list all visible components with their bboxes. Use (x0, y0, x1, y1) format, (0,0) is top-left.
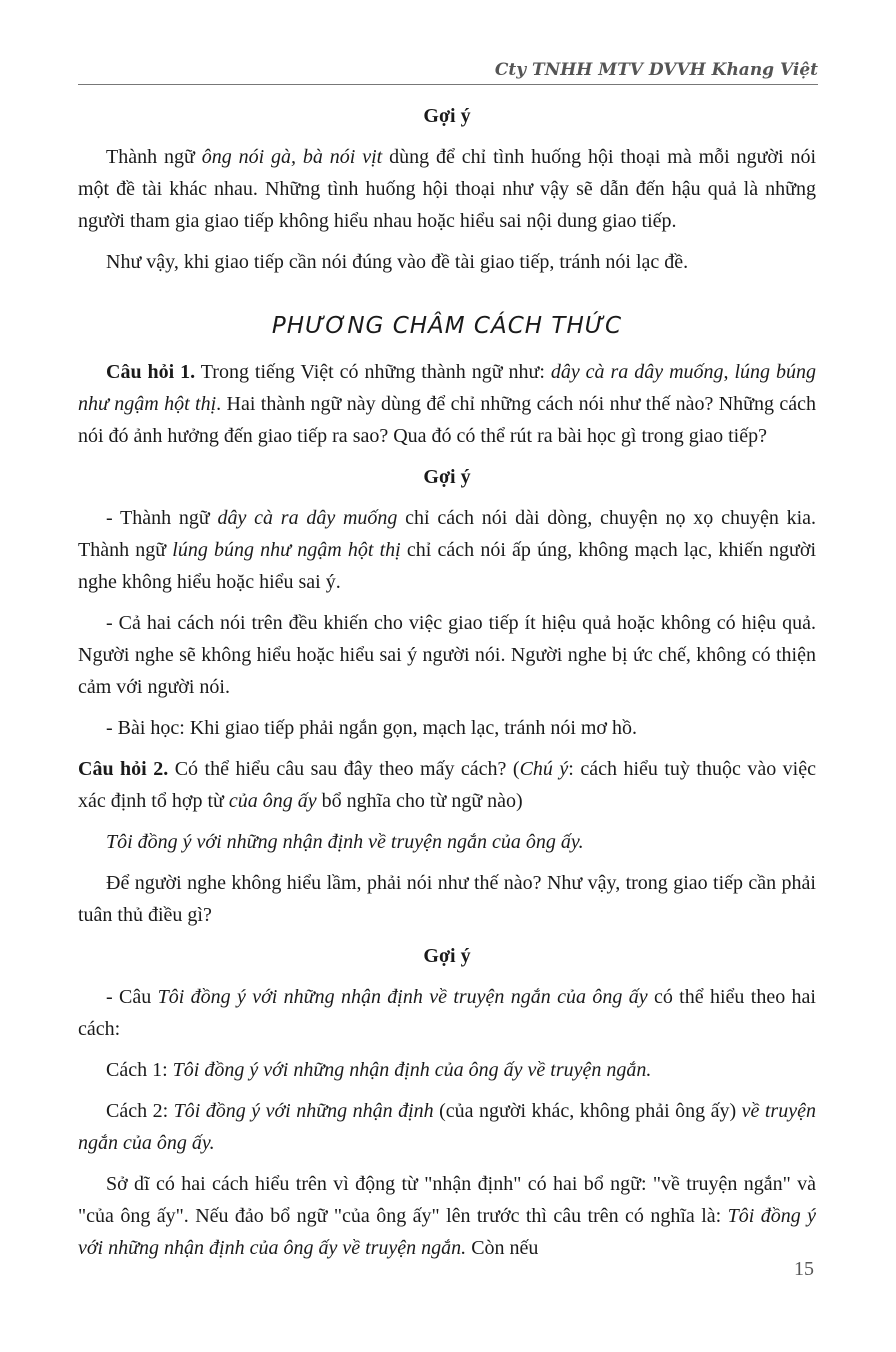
paragraph: Thành ngữ ông nói gà, bà nói vịt dùng để chỉ tình huống hội thoại mà mỗi người nói một đề tài khác nhau. Những tình huống hội thoại như vậy sẽ dẫn đến hậu quả là những người tham gia giao tiếp không hiểu nhau hoặc hiểu sai nội dung giao tiếp. (78, 146, 817, 232)
hint-heading: Gợi ý (423, 945, 471, 967)
paragraph: Cách 1: Tôi đồng ý với những nhận định của ông ấy về truyện ngắn. (106, 1059, 652, 1081)
publisher-name: Cty TNHH MTV DVVH Khang Việt (494, 60, 818, 80)
question-label: Câu hỏi 1. (106, 361, 196, 383)
paragraph: - Bài học: Khi giao tiếp phải ngắn gọn, mạch lạc, tránh nói mơ hồ. (106, 717, 638, 739)
question-1: Câu hỏi 1. Trong tiếng Việt có những thành ngữ như: dây cà ra dây muống, lúng búng như ngậm hột thị. Hai thành ngữ này dùng để chỉ những cách nói như thế nào? Những cách nói đó ảnh hưởng đến giao tiếp ra sao? Qua đó có thể rút ra bài học gì trong giao tiếp? (78, 361, 817, 447)
question-2: Câu hỏi 2. Có thể hiểu câu sau đây theo mấy cách? (Chú ý: cách hiểu tuỳ thuộc vào việc xác định tổ hợp từ của ông ấy bổ nghĩa cho từ ngữ nào) (78, 758, 816, 812)
running-header (78, 60, 818, 85)
hint-heading: Gợi ý (423, 105, 471, 127)
paragraph: Sở dĩ có hai cách hiểu trên vì động từ "nhận định" có hai bổ ngữ: "về truyện ngắn" và "của ông ấy". Nếu đảo bổ ngữ "của ông ấy" lên trước thì câu trên có nghĩa là: Tôi đồng ý với những nhận định của ông ấy về truyện ngắn. Còn nếu (78, 1173, 816, 1259)
example-sentence: Tôi đồng ý với những nhận định về truyện ngắn của ông ấy. (106, 831, 584, 853)
section-title: PHƯƠNG CHÂM CÁCH THỨC (271, 313, 623, 339)
paragraph: - Thành ngữ dây cà ra dây muống chỉ cách nói dài dòng, chuyện nọ xọ chuyện kia. Thành ngữ lúng búng như ngậm hột thị chỉ cách nói ấp úng, không mạch lạc, khiến người nghe không hiểu hoặc hiểu sai ý. (78, 507, 817, 593)
paragraph: Cách 2: Tôi đồng ý với những nhận định (của người khác, không phải ông ấy) về truyện ngắn của ông ấy. (78, 1100, 816, 1154)
question-label: Câu hỏi 2. (78, 758, 169, 780)
page-number: 15 (794, 1258, 814, 1280)
paragraph: - Câu Tôi đồng ý với những nhận định về truyện ngắn của ông ấy có thể hiểu theo hai cách: (78, 986, 816, 1040)
hint-heading: Gợi ý (423, 466, 471, 488)
paragraph: Như vậy, khi giao tiếp cần nói đúng vào đề tài giao tiếp, tránh nói lạc đề. (106, 251, 689, 273)
paragraph: - Cả hai cách nói trên đều khiến cho việc giao tiếp ít hiệu quả hoặc không có hiệu quả. Người nghe sẽ không hiểu hoặc hiểu sai ý người nói. Người nghe bị ức chế, không có thiện cảm với người nói. (78, 612, 816, 698)
paragraph: Để người nghe không hiểu lầm, phải nói như thế nào? Như vậy, trong giao tiếp cần phải tuân thủ điều gì? (78, 872, 816, 926)
page-content (78, 100, 816, 1273)
